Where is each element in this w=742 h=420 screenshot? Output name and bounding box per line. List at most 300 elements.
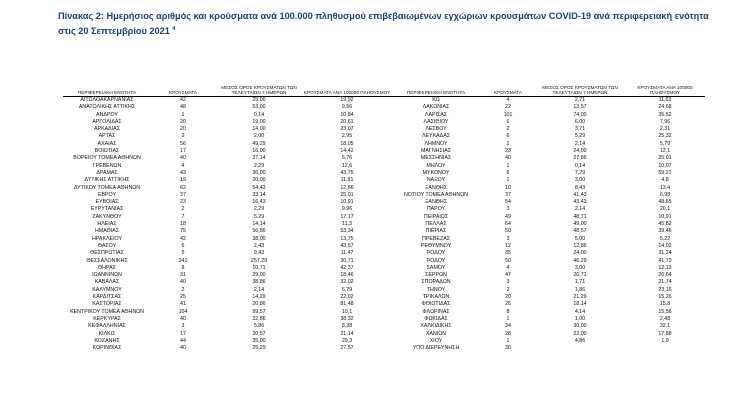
- table-row: [63, 155, 705, 162]
- cell-cases-left: 40: [180, 279, 186, 286]
- cell-per100k-left: 11,81: [340, 177, 354, 184]
- cell-per100k-left: 17,17: [340, 213, 354, 220]
- cell-avg7-left: 0,14: [253, 111, 265, 118]
- cell-region-right: ΠΕΙΡΑΙΩΣ: [423, 213, 449, 220]
- cell-cases-left: 44: [180, 337, 186, 344]
- cell-cases-right: 1: [506, 177, 510, 184]
- cell-region-left: ΕΥΡΥΤΑΝΙΑΣ: [90, 206, 124, 213]
- cell-region-right: ΜΕΣΣΗΝΙΑΣ: [420, 155, 452, 162]
- cell-avg7-right: 12,86: [573, 242, 587, 249]
- cell-cases-left: 41: [180, 301, 186, 308]
- table-row: [63, 104, 705, 111]
- table-row: [63, 206, 705, 213]
- cell-cases-right: 50: [505, 228, 511, 235]
- cell-per100k-right: [625, 345, 705, 352]
- cell-cases-right: 30: [505, 345, 511, 352]
- table-row: [63, 243, 705, 250]
- cell-per100k-left: 43,57: [340, 242, 354, 249]
- cell-region-left: ΗΡΑΚΛΕΙΟΥ: [91, 235, 123, 242]
- cell-per100k-left: 30,71: [340, 257, 354, 264]
- cell-region-right: ΧΑΝΙΩΝ: [425, 330, 447, 337]
- cell-avg7-left: 10,71: [252, 264, 266, 271]
- cell-cases-left: 3: [181, 323, 185, 330]
- cell-per100k-left: 18,46: [340, 272, 354, 279]
- cell-per100k-left: 6,79: [341, 286, 353, 293]
- cell-region-right: ΛΑΚΩΝΙΑΣ: [422, 104, 450, 111]
- cell-per100k-left: 9,96: [341, 206, 353, 213]
- cell-region-right: ΛΕΥΚΑΔΑΣ: [421, 133, 450, 140]
- cell-per100k-left: 8,38: [341, 323, 353, 330]
- cell-region-right: ΛΑΡΙΣΑΣ: [424, 111, 448, 118]
- cell-per100k-right: 14,02: [658, 242, 672, 249]
- cell-avg7-left: 2,14: [253, 286, 265, 293]
- table-row: [63, 250, 705, 257]
- cell-cases-right: 8: [506, 308, 510, 315]
- cell-cases-left: 31: [180, 272, 186, 279]
- cell-cases-left: 5: [181, 250, 185, 257]
- cell-region-left: ΑΝΑΤΟΛΙΚΗΣ ΑΤΤΙΚΗΣ: [78, 104, 136, 111]
- cell-cases-left: 25: [180, 294, 186, 301]
- cell-cases-right: 64: [505, 221, 511, 228]
- cell-per100k-right: 15,56: [658, 308, 672, 315]
- table-row: [63, 199, 705, 206]
- cell-region-left: ΑΙΤΩΛΟΑΚΑΡΝΑΝΙΑΣ: [80, 97, 134, 103]
- cell-avg7-left: 257,29: [250, 257, 268, 264]
- cell-per100k-right: 12,1: [659, 148, 671, 155]
- cell-cases-left: 4: [181, 162, 185, 169]
- cell-avg7-right: 24,00: [573, 250, 587, 257]
- cell-cases-right: 35: [505, 250, 511, 257]
- table-row: [63, 272, 705, 279]
- cell-avg7-right: 0,14: [574, 162, 586, 169]
- cell-per100k-left: 53,34: [340, 228, 354, 235]
- cell-region-left: ΔΥΤΙΚΗΣ ΑΤΤΙΚΗΣ: [84, 177, 130, 184]
- cell-cases-right: 28: [505, 330, 511, 337]
- cell-cases-right: 49: [505, 213, 511, 220]
- cell-cases-right: 2: [506, 286, 510, 293]
- table-row: [63, 236, 705, 243]
- cell-cases-left: 7: [181, 213, 185, 220]
- cell-per100k-left: 20,61: [340, 118, 354, 125]
- cell-avg7-right: 18,14: [573, 301, 587, 308]
- table-row: [63, 170, 705, 177]
- cell-region-left: ΑΧΑΪΑΣ: [97, 140, 117, 147]
- cell-avg7-right: 8,43: [574, 184, 586, 191]
- cell-per100k-right: 5,79: [659, 140, 671, 147]
- cell-cases-right: 6: [506, 133, 510, 140]
- cell-per100k-left: 21,14: [340, 330, 354, 337]
- cell-cases-left: 6: [181, 242, 185, 249]
- cell-cases-right: 37: [505, 191, 511, 198]
- cell-per100k-left: 11,47: [340, 250, 354, 257]
- cell-avg7-right: 13,57: [573, 104, 587, 111]
- cell-per100k-left: 22,02: [340, 294, 354, 301]
- cell-cases-left: 40: [180, 155, 186, 162]
- cell-avg7-left: 20,57: [252, 330, 266, 337]
- cell-region-left: ΚΕΦΑΛΛΗΝΙΑΣ: [88, 323, 126, 330]
- cell-cases-right: 23: [505, 148, 511, 155]
- col-header-avg7-left: ΜΕΣΟΣ ΟΡΟΣ ΚΡΟΥΣΜΑΤΩΝ ΤΩΝ ΤΕΛΕΥΤΑΙΩΝ 7 ΗΜΕΡΩΝ: [215, 58, 303, 97]
- table-row: [63, 112, 705, 119]
- cell-cases-right: 4: [506, 97, 510, 103]
- cell-region-right: ΛΗΜΝΟΥ: [424, 140, 448, 147]
- cell-cases-right: 22: [505, 104, 511, 111]
- cell-avg7-left: 49,29: [252, 140, 266, 147]
- cell-cases-right: 10: [505, 184, 511, 191]
- cell-region-right: ΧΑΛΚΙΔΙΚΗΣ: [420, 323, 452, 330]
- cell-cases-left: 2: [181, 133, 185, 140]
- cell-region-right: ΛΑΣΙΘΙΟΥ: [423, 118, 449, 125]
- cell-region-right: ΡΕΘΥΜΝΟΥ: [420, 242, 452, 249]
- cell-avg7-right: 48,71: [573, 213, 587, 220]
- cell-per100k-right: 6,98: [659, 191, 671, 198]
- cell-per100k-left: 6,76: [341, 155, 353, 162]
- cell-region-left: ΔΥΤΙΚΟΥ ΤΟΜΕΑ ΑΘΗΝΩΝ: [73, 184, 141, 191]
- cell-avg7-right: 74,00: [573, 111, 587, 118]
- cell-avg7-right: 22,00: [573, 330, 587, 337]
- cell-per100k-left: 12,6: [341, 162, 353, 169]
- cell-per100k-right: 39,46: [658, 228, 672, 235]
- cell-region-right: ΤΗΝΟΥ: [426, 286, 446, 293]
- cell-per100k-right: 15,26: [658, 294, 672, 301]
- cell-region-right: ΝΑΞΟΥ: [426, 177, 446, 184]
- cell-avg7-left: 9,43: [253, 250, 265, 257]
- cell-per100k-left: 10,1: [341, 308, 353, 315]
- cell-per100k-left: 12,66: [340, 184, 354, 191]
- cell-avg7-right: 1,00: [574, 315, 586, 322]
- cell-avg7-left: 53,00: [252, 104, 266, 111]
- cell-avg7-right: 5,29: [574, 133, 586, 140]
- cell-per100k-right: 23,16: [658, 286, 672, 293]
- cell-avg7-right: 24,00: [573, 148, 587, 155]
- cell-per100k-right: 25,01: [658, 155, 672, 162]
- cell-region-right: ΝΟΤΙΟΥ ΤΟΜΕΑ ΑΘΗΝΩΝ: [403, 191, 469, 198]
- table-row: [63, 316, 705, 323]
- cell-avg7-right: 3,71: [574, 126, 586, 133]
- cell-region-right: ΜΗΛΟΥ: [426, 162, 446, 169]
- table-row: [63, 163, 705, 170]
- cell-region-left: ΚΑΒΑΛΑΣ: [94, 279, 120, 286]
- col-header-per100k-right: ΚΡΟΥΣΜΑΤΑ ΑΝΑ 100000 ΠΛΗΘΥΣΜΟΥ: [625, 58, 705, 97]
- cell-per100k-left: 38,32: [340, 315, 354, 322]
- table-row: [63, 309, 705, 316]
- cell-cases-left: 104: [178, 308, 188, 315]
- cell-cases-left: 75: [180, 228, 186, 235]
- cell-per100k-left: 23,07: [340, 126, 354, 133]
- table-row: [63, 97, 705, 105]
- cell-per100k-right: 35,52: [658, 111, 672, 118]
- table-row: [63, 185, 705, 192]
- cell-region-right: ΛΕΣΒΟΥ: [425, 126, 447, 133]
- cell-per100k-right: 45,82: [658, 221, 672, 228]
- cell-per100k-left: 43,75: [340, 169, 354, 176]
- table-row: [63, 279, 705, 286]
- cell-region-left: ΗΛΕΙΑΣ: [97, 221, 117, 228]
- cell-per100k-left: 10,84: [340, 111, 354, 118]
- cell-avg7-right: 2,71: [574, 97, 586, 103]
- cell-per100k-right: 26,64: [658, 272, 672, 279]
- cell-avg7-left: 38,86: [252, 279, 266, 286]
- cell-avg7-left: 29,00: [252, 272, 266, 279]
- cell-cases-right: 6: [506, 118, 510, 125]
- cell-per100k-right: 32,1: [659, 323, 671, 330]
- cell-region-left: ΙΩΑΝΝΙΝΩΝ: [92, 272, 122, 279]
- cell-cases-left: 8: [181, 264, 185, 271]
- cell-region-left: ΑΡΚΑΔΙΑΣ: [94, 126, 120, 133]
- cell-cases-left: 62: [180, 184, 186, 191]
- cell-cases-right: 101: [503, 111, 513, 118]
- cell-region-right: ΚΩ: [432, 97, 440, 103]
- cell-per100k-right: 2,48: [659, 315, 671, 322]
- cell-per100k-right: 10,91: [658, 213, 672, 220]
- col-header-cases-right: ΚΡΟΥΣΜΑΤΑ: [481, 58, 535, 97]
- cell-cases-left: 18: [180, 221, 186, 228]
- cell-avg7-left: 20,00: [252, 177, 266, 184]
- table-row: [63, 141, 705, 148]
- cell-region-left: ΕΥΒΟΙΑΣ: [95, 199, 119, 206]
- cell-cases-right: 50: [505, 257, 511, 264]
- cell-avg7-left: 25,29: [252, 345, 266, 352]
- cell-avg7-left: 37,14: [252, 155, 266, 162]
- cell-region-left: ΚΟΖΑΝΗΣ: [94, 337, 120, 344]
- table-row: [63, 192, 705, 199]
- cell-avg7-left: 5,86: [253, 323, 265, 330]
- cell-per100k-left: 14,42: [340, 148, 354, 155]
- cell-cases-left: 48: [180, 104, 186, 111]
- cell-region-right: ΞΑΝΘΗΣ: [424, 199, 448, 206]
- cell-avg7-right: 4,86: [574, 337, 586, 344]
- cell-per100k-right: 41,73: [658, 257, 672, 264]
- cell-per100k-left: 11,3: [342, 221, 352, 228]
- cell-cases-left: 17: [180, 148, 186, 155]
- cell-per100k-left: 25,01: [340, 191, 354, 198]
- table-row: [63, 221, 705, 228]
- cell-cases-right: 1: [506, 140, 510, 147]
- cell-region-left: ΚΑΣΤΟΡΙΑΣ: [92, 301, 122, 308]
- cell-avg7-left: 20,86: [252, 301, 266, 308]
- cell-region-left: ΘΕΣΣΑΛΟΝΙΚΗΣ: [86, 257, 128, 264]
- cell-cases-right: 2: [506, 126, 510, 133]
- cell-cases-left: 2: [181, 286, 185, 293]
- cell-avg7-right: 41,43: [573, 191, 587, 198]
- cell-cases-left: 19: [180, 177, 186, 184]
- cell-cases-left: 341: [178, 257, 188, 264]
- cell-region-right: ΜΑΓΝΗΣΙΑΣ: [420, 148, 452, 155]
- cell-avg7-right: 5,00: [574, 235, 586, 242]
- cell-per100k-left: 19,92: [340, 97, 354, 103]
- col-header-region-left: ΠΕΡΙΦΕΡΕΙΑΚΗ ΕΝΟΤΗΤΑ: [63, 58, 151, 97]
- cell-cases-left: 56: [180, 140, 186, 147]
- cell-per100k-right: 11,63: [658, 97, 672, 103]
- cell-cases-right: 6: [506, 169, 510, 176]
- cell-region-right: ΠΑΡΟΥ: [426, 206, 446, 213]
- cell-region-right: ΣΑΜΟΥ: [426, 264, 446, 271]
- table-row: [63, 133, 705, 140]
- cell-avg7-left: 16,43: [252, 199, 266, 206]
- cell-cases-right: 3: [506, 206, 510, 213]
- cell-avg7-right: 1,86: [574, 286, 586, 293]
- cell-avg7-left: 14,00: [252, 126, 266, 133]
- col-header-avg7-right: ΜΕΣΟΣ ΟΡΟΣ ΚΡΟΥΣΜΑΤΩΝ ΤΩΝ ΤΕΛΕΥΤΑΙΩΝ 7 ΗΜΕΡΩΝ: [535, 58, 625, 97]
- cell-region-left: ΚΕΝΤΡΙΚΟΥ ΤΟΜΕΑ ΑΘΗΝΩΝ: [70, 308, 144, 315]
- cell-region-right: ΠΕΛΛΑΣ: [425, 221, 447, 228]
- cell-avg7-left: 35,00: [252, 337, 266, 344]
- cell-avg7-right: 3,00: [574, 177, 586, 184]
- cell-avg7-left: 32,86: [252, 315, 266, 322]
- cell-per100k-right: 25,32: [658, 133, 672, 140]
- cell-avg7-left: 2,00: [253, 133, 265, 140]
- cell-region-left: ΒΟΙΩΤΙΑΣ: [94, 148, 120, 155]
- cell-per100k-left: 32,02: [340, 279, 354, 286]
- cell-per100k-right: 10,07: [658, 162, 672, 169]
- cell-cases-left: 1: [181, 111, 185, 118]
- cell-cases-right: 3: [506, 279, 510, 286]
- cell-per100k-left: 13,75: [340, 235, 354, 242]
- table-row: [63, 345, 705, 352]
- cell-avg7-left: 2,29: [253, 162, 265, 169]
- table-body: [63, 97, 705, 353]
- cell-region-right: ΧΙΟΥ: [429, 337, 443, 344]
- cell-avg7-right: 46,29: [573, 257, 587, 264]
- table-row: [63, 294, 705, 301]
- cell-per100k-right: 31,24: [658, 250, 672, 257]
- cell-region-left: ΚΕΡΚΥΡΑΣ: [93, 315, 121, 322]
- cell-region-left: ΚΑΛΥΜΝΟΥ: [92, 286, 122, 293]
- cell-region-right: ΜΥΚΟΝΟΥ: [422, 169, 450, 176]
- cell-region-left: ΒΟΡΕΙΟΥ ΤΟΜΕΑ ΑΘΗΝΩΝ: [73, 155, 141, 162]
- cell-per100k-right: 13,4: [659, 184, 671, 191]
- col-header-cases-left: ΚΡΟΥΣΜΑΤΑ: [151, 58, 215, 97]
- table-row: [63, 323, 705, 330]
- cell-cases-left: 2: [181, 206, 185, 213]
- cell-avg7-left: 25,00: [252, 97, 266, 103]
- cell-region-right: ΠΙΕΡΙΑΣ: [425, 228, 447, 235]
- cell-per100k-right: 1,9: [661, 337, 669, 344]
- cell-cases-left: 37: [180, 191, 186, 198]
- cell-avg7-right: 30,00: [573, 323, 587, 330]
- cell-per100k-right: 7,96: [659, 118, 671, 125]
- cell-per100k-right: 21,74: [658, 279, 672, 286]
- cell-cases-left: 43: [180, 169, 186, 176]
- table-row: [63, 331, 705, 338]
- cell-region-right: ΣΠΟΡΑΔΩΝ: [421, 279, 451, 286]
- cell-avg7-right: 21,29: [573, 294, 587, 301]
- cell-avg7-right: 2,14: [574, 206, 586, 213]
- cell-avg7-left: 14,29: [252, 294, 266, 301]
- cell-avg7-right: 48,57: [573, 228, 587, 235]
- cell-per100k-right: 12,13: [658, 264, 672, 271]
- cell-region-left: ΚΑΡΔΙΤΣΑΣ: [92, 294, 122, 301]
- cell-region-right: ΤΡΙΚΑΛΩΝ: [422, 294, 450, 301]
- table-row: [63, 287, 705, 294]
- cell-per100k-right: 24,68: [658, 104, 672, 111]
- cell-cases-right: 4: [506, 264, 510, 271]
- table-row: [63, 338, 705, 345]
- cell-cases-left: 42: [180, 97, 186, 103]
- cell-cases-right: 34: [505, 323, 511, 330]
- cell-avg7-left: 38,00: [252, 235, 266, 242]
- cell-per100k-right: 20,1: [659, 206, 671, 213]
- cell-per100k-left: 18,05: [340, 140, 354, 147]
- table-row: [63, 148, 705, 155]
- col-header-region-right: ΠΕΡΙΦΕΡΕΙΑΚΗ ΕΝΟΤΗΤΑ: [391, 58, 481, 97]
- cell-avg7-left: 2,43: [253, 242, 265, 249]
- cell-avg7-left: 2,29: [253, 206, 265, 213]
- cell-avg7-left: 99,57: [252, 308, 266, 315]
- cell-per100k-left: 2,95: [341, 133, 353, 140]
- table-row: [63, 258, 705, 265]
- cell-cases-left: 40: [180, 315, 186, 322]
- header-row: [63, 58, 705, 97]
- cell-cases-left: 20: [180, 126, 186, 133]
- table-caption: [58, 10, 718, 38]
- caption-footnote-mark: 4: [172, 26, 176, 32]
- table-row: [63, 228, 705, 235]
- cell-region-right: ΦΘΙΩΤΙΔΑΣ: [421, 301, 451, 308]
- cell-avg7-right: 26,71: [573, 272, 587, 279]
- cell-per100k-right: 5,22: [659, 235, 671, 242]
- cell-avg7-right: 7,29: [574, 169, 586, 176]
- cell-region-left: ΔΡΑΜΑΣ: [96, 169, 118, 176]
- cell-avg7-right: 43,43: [573, 199, 587, 206]
- caption-text: Πίνακας 2: Ημερήσιος αριθμός και κρούσματα ανά 100.000 πληθυσμού επιβεβαιωμένων εγχώριων κρουσμάτων COVID-19 ανά περιφερειακή ενότητα στις 20 Σεπτεμβρίου 2021: [58, 11, 709, 37]
- cell-avg7-left: 54,43: [252, 184, 266, 191]
- cell-cases-left: 42: [180, 235, 186, 242]
- cell-per100k-right: 17,88: [658, 330, 672, 337]
- table-header: [63, 58, 705, 97]
- cell-avg7-right: 49,00: [573, 221, 587, 228]
- cell-region-left: ΘΕΣΠΡΩΤΙΑΣ: [90, 250, 124, 257]
- cell-per100k-left: 29,3: [341, 337, 353, 344]
- cell-region-right: ΡΟΔΟΥ: [426, 257, 446, 264]
- cell-region-left: ΓΡΕΒΕΝΩΝ: [92, 162, 122, 169]
- cell-per100k-right: 59,21: [658, 169, 672, 176]
- cell-avg7-left: 33,14: [252, 191, 266, 198]
- cell-avg7-right: 3,00: [574, 264, 586, 271]
- cell-avg7-left: 19,00: [252, 118, 266, 125]
- cell-region-left: ΖΑΚΥΝΘΟΥ: [92, 213, 122, 220]
- cell-per100k-right: 48,55: [658, 199, 672, 206]
- cell-region-left: ΚΙΛΚΙΣ: [98, 330, 116, 337]
- cell-region-left: ΗΜΑΘΙΑΣ: [94, 228, 120, 235]
- cell-avg7-right: [535, 345, 625, 352]
- table-row: [63, 126, 705, 133]
- cell-region-left: ΚΟΡΙΝΘΙΑΣ: [92, 345, 122, 352]
- cell-region-right: ΣΕΡΡΩΝ: [425, 272, 447, 279]
- cell-avg7-right: 4,14: [574, 308, 586, 315]
- cell-per100k-right: 4,8: [661, 177, 669, 184]
- cell-avg7-left: 16,00: [252, 148, 266, 155]
- cell-cases-right: 1: [506, 337, 510, 344]
- cell-region-left: ΑΝΔΡΟΥ: [96, 111, 118, 118]
- cell-region-right: ΡΟΔΟΥ: [426, 250, 446, 257]
- cell-per100k-left: 10,91: [340, 199, 354, 206]
- table-row: [63, 177, 705, 184]
- cell-cases-left: 17: [180, 330, 186, 337]
- cell-avg7-right: 2,14: [574, 140, 586, 147]
- cell-cases-left: 20: [180, 118, 186, 125]
- covid-cases-table: [63, 58, 705, 352]
- cell-region-left: ΘΗΡΑΣ: [98, 264, 116, 271]
- table-row: [63, 301, 705, 308]
- table-row: [63, 265, 705, 272]
- cell-region-right: ΞΑΝΘΗΣ: [424, 184, 448, 191]
- cell-region-right: ΠΡΕΒΕΖΑΣ: [422, 235, 450, 242]
- cell-region-left: ΘΑΣΟΥ: [97, 242, 117, 249]
- table-row: [63, 214, 705, 221]
- cell-cases-right: 20: [505, 294, 511, 301]
- cell-cases-right: 3: [506, 235, 510, 242]
